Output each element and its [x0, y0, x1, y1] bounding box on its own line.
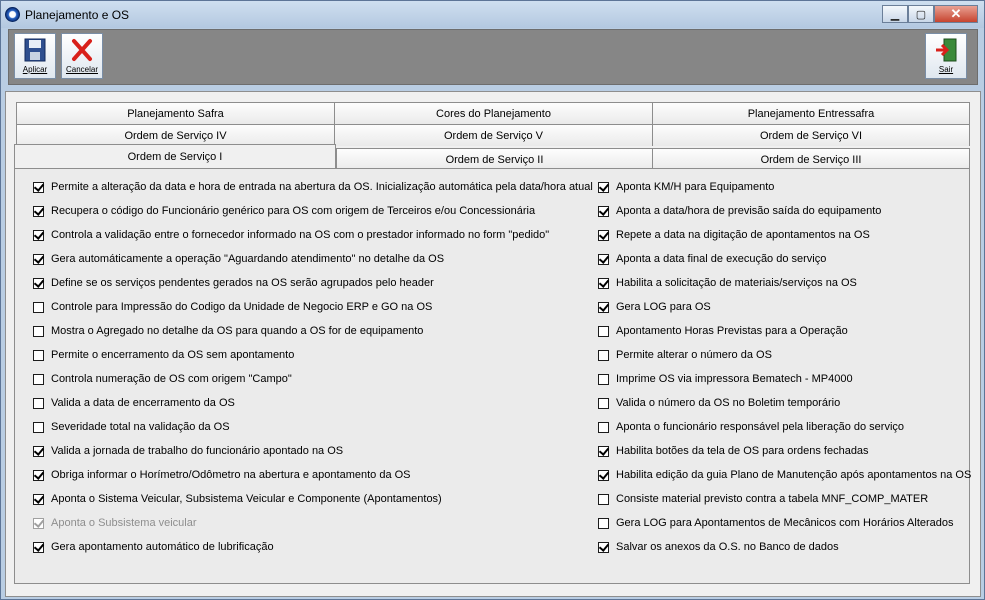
option-checkbox: [33, 518, 44, 529]
close-icon: ✕: [950, 6, 962, 21]
option-row[interactable]: [598, 223, 971, 247]
tab-ordem-servico-vi[interactable]: Ordem de Serviço VI: [652, 124, 970, 146]
option-checkbox[interactable]: [598, 518, 609, 529]
options-left-column: [33, 175, 593, 559]
option-row[interactable]: [33, 367, 593, 391]
app-icon: [5, 7, 20, 22]
floppy-disk-icon: [15, 37, 55, 65]
option-checkbox[interactable]: [598, 326, 609, 337]
option-row[interactable]: [33, 487, 593, 511]
option-label: Controla a validação entre o fornecedor informado na OS com o prestador informado no form "pedido": [51, 229, 550, 241]
option-checkbox[interactable]: [598, 374, 609, 385]
option-checkbox[interactable]: [33, 182, 44, 193]
option-checkbox[interactable]: [33, 374, 44, 385]
option-row[interactable]: [598, 391, 971, 415]
option-checkbox[interactable]: [598, 302, 609, 313]
option-row[interactable]: [598, 319, 971, 343]
option-label: Apontamento Horas Previstas para a Operação: [616, 325, 848, 337]
option-label: Mostra o Agregado no detalhe da OS para quando a OS for de equipamento: [51, 325, 424, 337]
option-checkbox[interactable]: [33, 398, 44, 409]
option-row[interactable]: [33, 175, 593, 199]
option-row[interactable]: [598, 463, 971, 487]
option-row[interactable]: [598, 511, 971, 535]
option-label: Recupera o código do Funcionário genérico para OS com origem de Terceiros e/ou Concessionária: [51, 205, 536, 217]
cancel-label: Cancelar: [65, 65, 98, 74]
option-checkbox[interactable]: [598, 254, 609, 265]
option-row[interactable]: [598, 415, 971, 439]
option-label: Imprime OS via impressora Bematech - MP4000: [616, 373, 853, 385]
apply-label: Aplicar: [22, 65, 48, 74]
tab-cores-planejamento[interactable]: Cores do Planejamento: [334, 102, 653, 124]
option-label: Gera apontamento automático de lubrificação: [51, 541, 274, 553]
option-row[interactable]: [598, 439, 971, 463]
maximize-icon: ▢: [915, 8, 927, 21]
option-checkbox[interactable]: [598, 470, 609, 481]
option-checkbox[interactable]: [33, 470, 44, 481]
option-label: Aponta o Sistema Veicular, Subsistema Veicular e Componente (Apontamentos): [51, 493, 442, 505]
option-row[interactable]: [598, 247, 971, 271]
option-label: Gera LOG para OS: [616, 301, 711, 313]
option-label: Define se os serviços pendentes gerados na OS serão agrupados pelo header: [51, 277, 434, 289]
option-checkbox[interactable]: [598, 182, 609, 193]
apply-button[interactable]: [14, 33, 56, 79]
option-checkbox[interactable]: [33, 206, 44, 217]
option-checkbox[interactable]: [598, 446, 609, 457]
option-checkbox[interactable]: [33, 422, 44, 433]
red-x-icon: [62, 37, 102, 65]
title-bar: [1, 1, 984, 28]
option-checkbox[interactable]: [598, 350, 609, 361]
option-checkbox[interactable]: [33, 326, 44, 337]
tab-ordem-servico-ii[interactable]: Ordem de Serviço II: [336, 148, 653, 170]
option-row[interactable]: [33, 391, 593, 415]
option-row[interactable]: [33, 319, 593, 343]
option-row[interactable]: [33, 415, 593, 439]
option-label: Consiste material previsto contra a tabela MNF_COMP_MATER: [616, 493, 929, 505]
option-row[interactable]: [598, 535, 971, 559]
option-row[interactable]: [33, 271, 593, 295]
option-checkbox[interactable]: [598, 422, 609, 433]
options-area: [14, 168, 970, 584]
option-label: Habilita botões da tela de OS para ordens fechadas: [616, 445, 869, 457]
exit-door-icon: [926, 37, 966, 65]
option-row[interactable]: [33, 463, 593, 487]
option-checkbox[interactable]: [598, 230, 609, 241]
option-row[interactable]: [598, 271, 971, 295]
exit-label: Sair: [938, 65, 954, 74]
option-checkbox[interactable]: [33, 278, 44, 289]
option-checkbox[interactable]: [33, 230, 44, 241]
option-row[interactable]: [598, 175, 971, 199]
option-checkbox[interactable]: [33, 446, 44, 457]
option-label: Habilita edição da guia Plano de Manutenção após apontamentos na OS: [616, 469, 972, 481]
option-label: Valida a data de encerramento da OS: [51, 397, 235, 409]
option-row[interactable]: [33, 343, 593, 367]
option-row: [33, 511, 593, 535]
option-row[interactable]: [33, 247, 593, 271]
tab-planejamento-entressafra[interactable]: Planejamento Entressafra: [652, 102, 970, 124]
option-label: Aponta KM/H para Equipamento: [616, 181, 775, 193]
options-right-column: [598, 175, 971, 559]
option-label: Obriga informar o Horímetro/Odômetro na abertura e apontamento da OS: [51, 469, 411, 481]
option-checkbox[interactable]: [598, 278, 609, 289]
close-button[interactable]: [934, 5, 978, 23]
option-label: Aponta o funcionário responsável pela liberação do serviço: [616, 421, 905, 433]
tab-ordem-servico-v[interactable]: Ordem de Serviço V: [334, 124, 653, 146]
option-checkbox[interactable]: [33, 350, 44, 361]
tab-ordem-servico-iv[interactable]: Ordem de Serviço IV: [16, 124, 335, 146]
option-label: Aponta a data/hora de previsão saída do equipamento: [616, 205, 882, 217]
option-checkbox[interactable]: [598, 398, 609, 409]
option-row[interactable]: [33, 199, 593, 223]
option-checkbox[interactable]: [33, 494, 44, 505]
option-checkbox[interactable]: [598, 494, 609, 505]
option-label: Habilita a solicitação de materiais/serviços na OS: [616, 277, 857, 289]
option-row[interactable]: [33, 295, 593, 319]
option-label: Severidade total na validação da OS: [51, 421, 230, 433]
window-controls: [882, 5, 978, 23]
option-label: Permite a alteração da data e hora de entrada na abertura da OS. Inicialização automática pela data/hora atual: [51, 181, 593, 193]
option-row[interactable]: [33, 223, 593, 247]
toolbar: [8, 29, 978, 85]
option-label: Salvar os anexos da O.S. no Banco de dados: [616, 541, 839, 553]
window-title: Planejamento e OS: [25, 8, 130, 22]
option-label: Aponta a data final de execução do serviço: [616, 253, 827, 265]
option-row[interactable]: [598, 487, 971, 511]
option-label: Permite o encerramento da OS sem apontamento: [51, 349, 295, 361]
option-label: Valida a jornada de trabalho do funcionário apontado na OS: [51, 445, 344, 457]
maximize-button[interactable]: [908, 5, 934, 23]
option-label: Gera LOG para Apontamentos de Mecânicos com Horários Alterados: [616, 517, 954, 529]
option-label: Controle para Impressão do Codigo da Unidade de Negocio ERP e GO na OS: [51, 301, 433, 313]
tab-ordem-servico-iii[interactable]: Ordem de Serviço III: [652, 148, 970, 170]
option-row[interactable]: [598, 367, 971, 391]
cancel-button[interactable]: [61, 33, 103, 79]
option-label: Permite alterar o número da OS: [616, 349, 772, 361]
option-row[interactable]: [598, 199, 971, 223]
settings-panel: [5, 91, 981, 597]
minimize-button[interactable]: [882, 5, 908, 23]
option-row[interactable]: [33, 535, 593, 559]
option-label: Repete a data na digitação de apontamentos na OS: [616, 229, 870, 241]
option-checkbox[interactable]: [33, 302, 44, 313]
option-checkbox[interactable]: [598, 542, 609, 553]
exit-button[interactable]: [925, 33, 967, 79]
option-row[interactable]: [598, 295, 971, 319]
minimize-icon: ▁: [890, 8, 900, 21]
option-label: Valida o número da OS no Boletim temporário: [616, 397, 841, 409]
option-checkbox[interactable]: [33, 254, 44, 265]
option-label: Controla numeração de OS com origem "Campo": [51, 373, 292, 385]
option-checkbox[interactable]: [598, 206, 609, 217]
option-label: Gera automáticamente a operação "Aguardando atendimento" no detalhe da OS: [51, 253, 445, 265]
option-row[interactable]: [33, 439, 593, 463]
tab-ordem-servico-i[interactable]: Ordem de Serviço I: [14, 144, 336, 168]
option-checkbox[interactable]: [33, 542, 44, 553]
tab-planejamento-safra[interactable]: Planejamento Safra: [16, 102, 335, 124]
option-row[interactable]: [598, 343, 971, 367]
option-label: Aponta o Subsistema veicular: [51, 517, 197, 529]
